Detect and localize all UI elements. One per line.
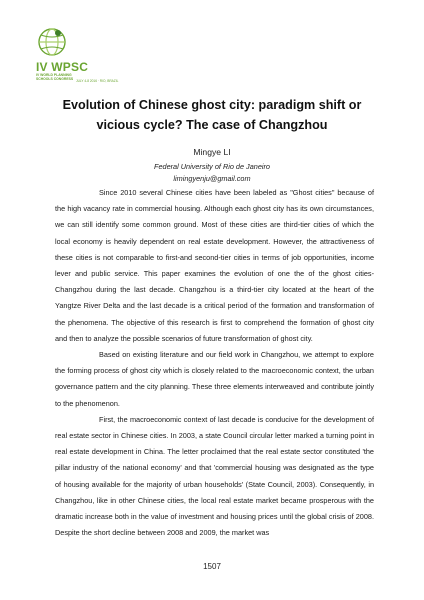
body-paragraph: Based on existing literature and our field work in Changzhou, we attempt to explore the forming process of ghost city which is closely related to the macroeconomic context, the urban governance pattern and the city planning. These three elements interweaved and contribute jointly to the phenomenon. xyxy=(55,350,374,408)
logo-subtitle: IV WORLD PLANNING SCHOOLS CONGRESS xyxy=(36,73,74,81)
logo-title: IV WPSC xyxy=(36,60,89,74)
author-affiliation: Federal University of Rio de Janeiro xyxy=(154,162,270,171)
author-name: Mingye LI xyxy=(193,147,231,157)
conference-logo xyxy=(36,26,156,86)
abstract-body xyxy=(55,185,374,541)
paper-title: Evolution of Chinese ghost city: paradigm shift or vicious cycle? The case of Changzhou xyxy=(62,98,362,132)
author-email: limingyenju@gmail.com xyxy=(173,174,251,183)
logo-date: JULY 4-8 2016 · RIO, BRAZIL xyxy=(76,79,119,83)
body-paragraph: Since 2010 several Chinese cities have been labeled as "Ghost cities" because of the high vacancy rate in commercial housing. Although each ghost city has its own circumstances, we can still identify some common ground. Most of these cities are third-tier cities of which the local economy is heavily dependent on real estate development. However, the attractiveness of these cities is not comparable to first-and second-tier cities in terms of job opportunities, income lever and public service. This paper examines the evolution of one the of the ghost cities-Changzhou during the last decade. Changzhou is a third-tier city located at the heart of the Yangtze River Delta and the last decade is a critical period of the formation and transformation of the phenomena. The objective of this research is first to comprehend the formation of ghost city and then to analyze the possible scenarios of future transformation of ghost city. xyxy=(55,188,374,343)
globe-logo-icon xyxy=(36,26,82,60)
body-paragraph: First, the macroeconomic context of last decade is conducive for the development of real estate sector in Chinese cities. In 2003, a state Council circular letter marked a turning point in real estate development in China. The letter proclaimed that the real estate sector constituted 'the pillar industry of the national economy' and that 'commercial housing was designated as the type of housing available for the majority of urban households' (State Council, 2003). Consequently, in Changzhou, like in other Chinese cities, the local real estate market became prosperous with the dramatic increase both in the value of investment and housing prices until the global crisis of 2008. Despite the short decline between 2008 and 2009, the market was xyxy=(55,414,374,538)
page-number: 1507 xyxy=(203,562,221,571)
